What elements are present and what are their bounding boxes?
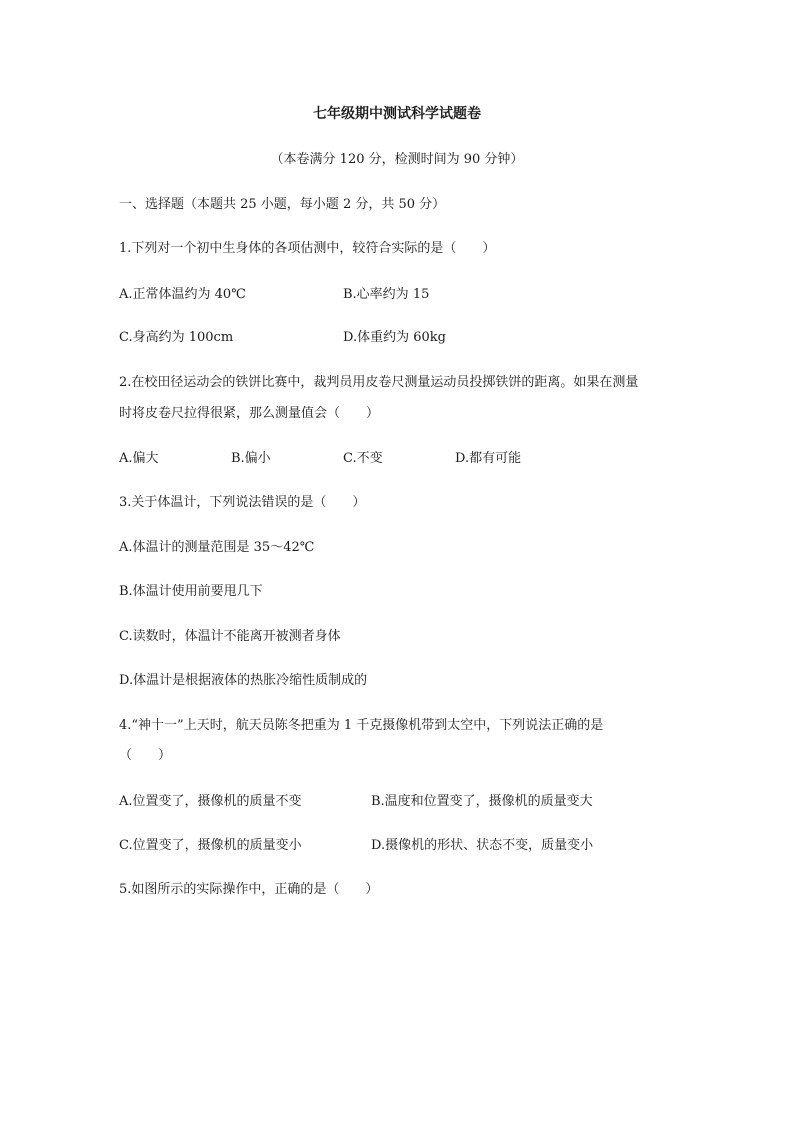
- question-2-option-a: A.偏大: [119, 451, 159, 466]
- question-4-option-a: A.位置变了，摄像机的质量不变: [119, 794, 302, 809]
- question-4-stem-line-1: 4.“神十一”上天时，航天员陈冬把重为 1 千克摄像机带到太空中，下列说法正确的是: [119, 718, 604, 733]
- question-5-stem: 5.如图所示的实际操作中，正确的是（ ）: [119, 882, 379, 897]
- question-3-stem: 3.关于体温计，下列说法错误的是（ ）: [119, 495, 366, 510]
- question-2-option-c: C.不变: [343, 451, 383, 466]
- question-1-option-a: A.正常体温约为 40℃: [119, 287, 246, 302]
- question-1-option-b: B.心率约为 15: [343, 287, 430, 302]
- question-4-option-d: D.摄像机的形状、状态不变，质量变小: [371, 838, 594, 853]
- question-2-stem-line-1: 2.在校田径运动会的铁饼比赛中，裁判员用皮卷尺测量运动员投掷铁饼的距离。如果在测量: [119, 375, 639, 390]
- section-heading: 一、选择题（本题共 25 小题，每小题 2 分，共 50 分）: [119, 197, 446, 212]
- question-3-option-b: B.体温计使用前要甩几下: [119, 584, 263, 599]
- question-2-option-d: D.都有可能: [455, 451, 522, 466]
- question-1-stem: 1.下列对一个初中生身体的各项估测中，较符合实际的是（ ）: [119, 241, 496, 256]
- question-3-option-a: A.体温计的测量范围是 35～42℃: [119, 540, 315, 555]
- page-title: 七年级期中测试科学试题卷: [313, 106, 481, 122]
- question-2-stem-line-2: 时将皮卷尺拉得很紧，那么测量值会（ ）: [119, 406, 380, 421]
- question-3-option-d: D.体温计是根据液体的热胀冷缩性质制成的: [119, 673, 368, 688]
- question-1-option-c: C.身高约为 100cm: [119, 330, 234, 345]
- question-1-option-d: D.体重约为 60kg: [343, 330, 446, 345]
- page-subtitle: （本卷满分 120 分，检测时间为 90 分钟）: [270, 152, 524, 167]
- question-4-option-b: B.温度和位置变了，摄像机的质量变大: [371, 794, 593, 809]
- question-4-stem-line-2: （ ）: [119, 748, 172, 763]
- question-4-option-c: C.位置变了，摄像机的质量变小: [119, 838, 302, 853]
- question-2-option-b: B.偏小: [231, 451, 271, 466]
- question-3-option-c: C.读数时，体温计不能离开被测者身体: [119, 629, 341, 644]
